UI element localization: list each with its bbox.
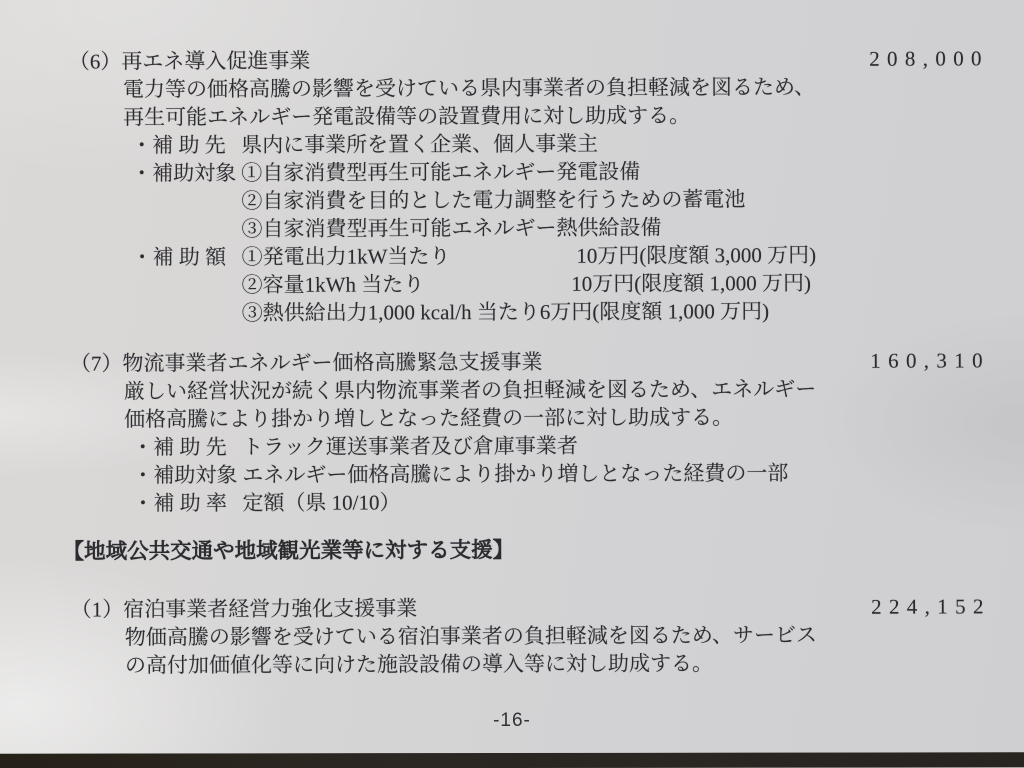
section-1-description-line: 物価高騰の影響を受けている宿泊事業者の負担軽減を図るため、サービス [124,622,818,650]
bullet-text: ②容量1kWh 当たり 10万円(限度額 1,000 万円) [241,270,812,297]
bullet-label [0,187,241,216]
bullet-label [0,215,242,244]
bullet-label: ・補助対象 [132,462,238,488]
section-6-bullet-row [0,128,1023,160]
bullet-text: 定額（県 10/10） [242,490,401,515]
bullet-label [0,271,242,300]
section-6-description-line: 再生可能エネルギー発電設備等の設置費用に対し助成する。 [123,103,691,130]
section-7-bullet-row [0,486,1024,518]
section-6-bullet-row [0,240,1024,272]
bullet-text: ①発電出力1kW当たり 10万円(限度額 3,000 万円) [241,242,817,269]
section-7-title: 物流事業者エネルギー価格高騰緊急支援事業 [122,349,543,376]
bullet-text: エネルギー価格高騰により掛かり増しとなった経費の一部 [242,461,789,487]
section-6-number: （6） [68,49,122,74]
bullet-text: ③熱供給出力1,000 kcal/h 当たり6万円(限度額 1,000 万円) [241,299,770,325]
section-1-header [1,592,1024,624]
section-6-title: 再エネ導入促進事業 [121,48,311,74]
section-7-description-line: 価格高騰により掛かり増しとなった経費の一部に対し助成する。 [124,405,734,432]
section-7-description-line: 厳しい経営状況が続く県内物流事業者の負担軽減を図るため、エネルギー [123,376,817,404]
section-1-description-line: の高付加価値化等に向けた施設設備の導入等に対し助成する。 [124,651,714,678]
bullet-label: ・補 助 率 [132,490,227,516]
section-1-title: 宿泊事業者経営力強化支援事業 [123,596,418,622]
section-7-number: （7） [69,351,123,376]
bullet-label: ・補助対象 [131,160,237,186]
bullet-text: トラック運送事業者及び倉庫事業者 [242,433,578,459]
page-number: -16- [493,710,531,731]
section-6-bullet-row [0,184,1023,216]
section-7-bullet-row [0,458,1024,490]
section-6-amount: 208,000 [869,46,989,71]
bullet-label [0,299,242,328]
bullet-text: ②自家消費を目的とした電力調整を行うための蓄電池 [241,187,746,213]
bullet-text: ①自家消費型再生可能エネルギー発電設備 [241,159,641,185]
section-6-bullet-row [0,212,1024,244]
section-7-amount: 160,310 [870,348,990,373]
section-7-header [0,346,1024,378]
group-heading: 【地域公共交通や地域観光業等に対する支援】 [62,537,515,564]
photo-bottom-edge [0,752,1024,768]
bullet-label: ・補 助 先 [131,132,226,158]
section-1-number: （1） [70,597,124,622]
section-1-amount: 224,152 [871,594,991,619]
section-6-bullet-row [0,268,1024,300]
section-6-bullet-row [0,156,1023,188]
section-6-description-line: 電力等の価格高騰の影響を受けている県内事業者の負担軽減を図るため、 [122,74,816,102]
section-6-bullet-row [0,296,1024,328]
bullet-label: ・補 助 額 [131,244,227,270]
bullet-text: 県内に事業所を置く企業、個人事業主 [241,131,599,157]
section-6-header [0,44,1023,76]
bullet-label: ・補 助 先 [132,434,227,460]
section-7-bullet-row [0,430,1024,462]
bullet-text: ③自家消費型再生可能エネルギー熱供給設備 [241,215,662,241]
